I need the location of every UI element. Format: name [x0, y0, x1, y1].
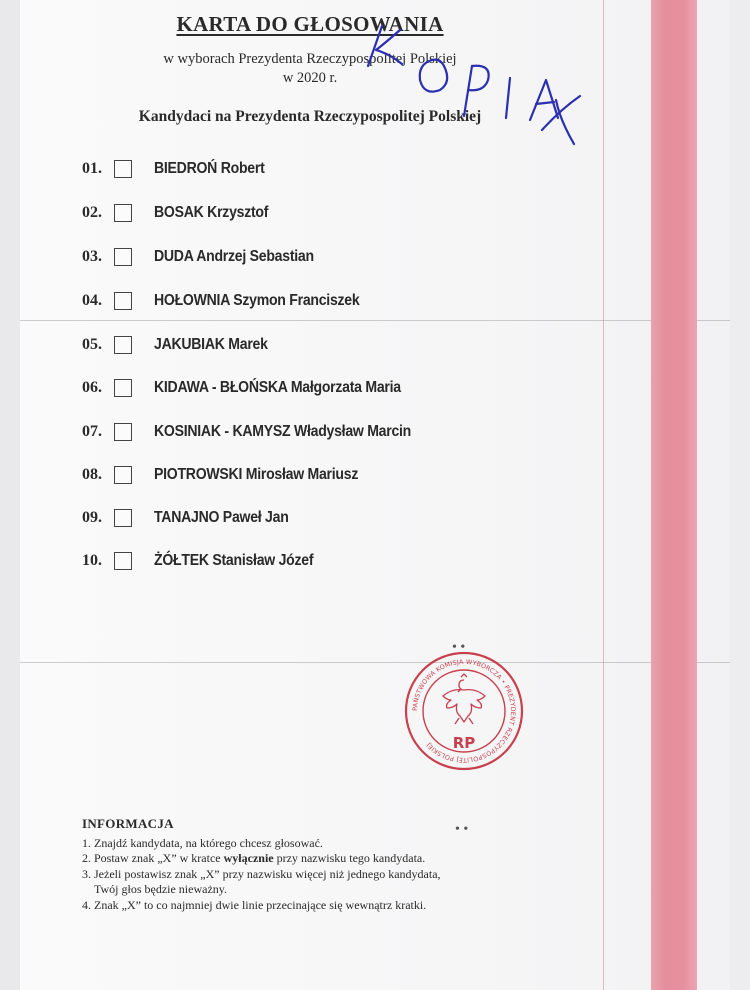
candidate-row	[82, 549, 335, 573]
speck-marks: • •	[452, 640, 466, 655]
candidate-row	[82, 376, 435, 400]
candidate-name: PIOTROWSKI Mirosław Mariusz	[154, 466, 359, 483]
candidate-name: ŻÓŁTEK Stanisław Józef	[154, 552, 314, 569]
vote-checkbox[interactable]	[114, 379, 132, 397]
speck-marks: • •	[455, 822, 469, 837]
information-section	[82, 816, 542, 913]
info-item-2-start: 2. Postaw znak „X” w kratce	[82, 851, 224, 865]
candidate-name: KOSINIAK - KAMYSZ Władysław Marcin	[154, 423, 412, 440]
candidate-row	[82, 245, 336, 269]
info-item-2-end: przy nazwisku tego kandydata.	[273, 851, 426, 865]
candidate-row	[82, 201, 284, 225]
candidate-number: 02.	[82, 204, 102, 221]
candidate-name: BOSAK Krzysztof	[154, 204, 269, 221]
vote-checkbox[interactable]	[114, 466, 132, 484]
vote-checkbox[interactable]	[114, 204, 132, 222]
vote-checkbox[interactable]	[114, 248, 132, 266]
fold-line	[20, 662, 750, 663]
seal-ring-text: PAŃSTWOWA KOMISJA WYBORCZA • PREZYDENT RZECZYPOSPOLITEJ POLSKIEJ	[411, 658, 517, 764]
eagle-emblem	[443, 674, 485, 724]
vote-checkbox[interactable]	[114, 336, 132, 354]
vote-checkbox[interactable]	[114, 552, 132, 570]
info-item-2-emphasis: wyłącznie	[223, 851, 274, 865]
fold-line-vertical	[603, 0, 604, 990]
candidates-heading: Kandydaci na Prezydenta Rzeczypospolitej Polskiej	[138, 108, 482, 125]
vote-checkbox[interactable]	[114, 160, 132, 178]
candidate-number: 03.	[82, 248, 102, 265]
candidate-name: TANAJNO Paweł Jan	[154, 509, 289, 526]
fold-line	[20, 320, 750, 321]
candidate-number: 05.	[82, 336, 102, 353]
info-item-3: 3. Jeżeli postawisz znak „X” przy nazwisku więcej niż jednego kandydata,	[82, 866, 441, 881]
candidate-row	[82, 420, 446, 444]
candidate-row	[82, 333, 283, 357]
candidate-number: 06.	[82, 379, 102, 396]
vote-checkbox[interactable]	[114, 292, 132, 310]
red-stripe	[651, 0, 697, 990]
subtitle-line-1: w wyborach Prezydenta Rzeczypospolitej Polskiej	[163, 51, 457, 67]
candidate-number: 01.	[82, 160, 102, 177]
candidate-row	[82, 463, 386, 487]
candidate-name: DUDA Andrzej Sebastian	[154, 248, 314, 265]
candidate-name: BIEDROŃ Robert	[154, 160, 265, 177]
candidate-number: 09.	[82, 509, 102, 526]
candidate-row	[82, 506, 307, 530]
vote-checkbox[interactable]	[114, 509, 132, 527]
info-item-4: 4. Znak „X” to co najmniej dwie linie przecinające się wewnątrz kratki.	[82, 897, 427, 912]
background-edge	[730, 0, 750, 990]
candidate-name: KIDAWA - BŁOŃSKA Małgorzata Maria	[154, 379, 401, 396]
vote-checkbox[interactable]	[114, 423, 132, 441]
ballot-title: KARTA DO GŁOSOWANIA	[176, 12, 444, 36]
candidate-number: 07.	[82, 423, 102, 440]
subtitle-line-2: w 2020 r.	[282, 70, 338, 86]
candidate-name: HOŁOWNIA Szymon Franciszek	[154, 292, 360, 309]
info-title: INFORMACJA	[82, 816, 174, 831]
info-item-3-continued: Twój głos będzie nieważny.	[94, 882, 228, 896]
candidate-number: 08.	[82, 466, 102, 483]
candidate-row	[82, 157, 280, 181]
candidate-number: 10.	[82, 552, 102, 569]
candidate-row	[82, 289, 387, 313]
candidate-name: JAKUBIAK Marek	[154, 336, 268, 353]
info-item-1: 1. Znajdź kandydata, na którego chcesz głosować.	[82, 835, 323, 850]
candidate-number: 04.	[82, 292, 102, 309]
official-seal	[403, 650, 525, 772]
handwritten-kopia-mark	[360, 20, 600, 150]
seal-center-text: RP	[452, 734, 476, 752]
info-item-2	[82, 851, 542, 867]
